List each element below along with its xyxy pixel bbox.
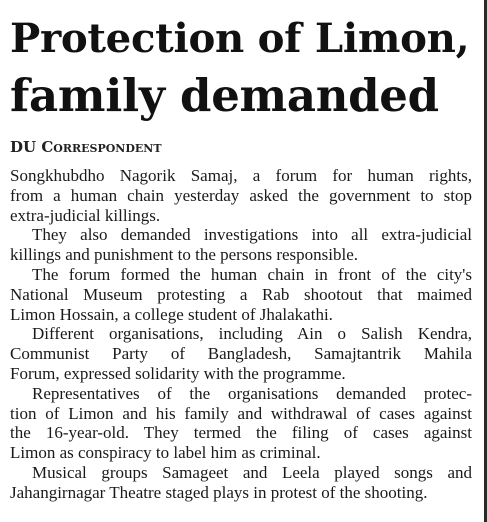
headline-line: Protection of Limon, [10, 15, 470, 62]
text-line: National Museum protesting a Rab shootout that maimed [10, 284, 472, 304]
text-line: Representatives of the organisations demanded protec- [32, 383, 472, 403]
text-line: Different organisations, including Ain o Salish Kendra, [32, 324, 472, 344]
paragraph [10, 384, 472, 463]
paragraph [10, 265, 472, 324]
text-line: killings and punishment to the persons responsible. [10, 245, 358, 265]
text-line: extra-judicial killings. [10, 205, 161, 225]
text-line: Jahangirnagar Theatre staged plays in protest of the shooting. [10, 482, 428, 502]
paragraph [10, 324, 472, 383]
paragraph [10, 166, 472, 225]
byline-prefix: DU [10, 138, 42, 156]
paragraph [10, 225, 472, 265]
byline-label: Correspondent [41, 138, 162, 156]
text-line: tion of Limon and his family and withdrawal of cases against [10, 403, 472, 423]
text-line: Musical groups Samageet and Leela played songs and [32, 462, 472, 482]
text-line: Limon Hossain, a college student of Jhalakathi. [10, 304, 333, 324]
byline [10, 138, 472, 156]
text-line: the 16-year-old. They termed the filing of cases against [10, 423, 472, 443]
paragraph [10, 463, 472, 503]
text-line: Songkhubdho Nagorik Samaj, a forum for human rights, [10, 166, 472, 185]
article-body [10, 166, 472, 503]
text-line: Forum, expressed solidarity with the programme. [10, 363, 346, 383]
text-line: Limon as conspiracy to label him as criminal. [10, 443, 321, 463]
text-line: The forum formed the human chain in front of the city's [32, 264, 472, 284]
news-article [10, 0, 472, 503]
headline-line: family demanded [10, 69, 439, 122]
text-line: Communist Party of Bangladesh, Samajtantrik Mahila [10, 344, 472, 364]
text-line: They also demanded investigations into all extra-judicial [32, 225, 472, 245]
text-line: from a human chain yesterday asked the government to stop [10, 185, 472, 205]
headline [10, 0, 472, 124]
